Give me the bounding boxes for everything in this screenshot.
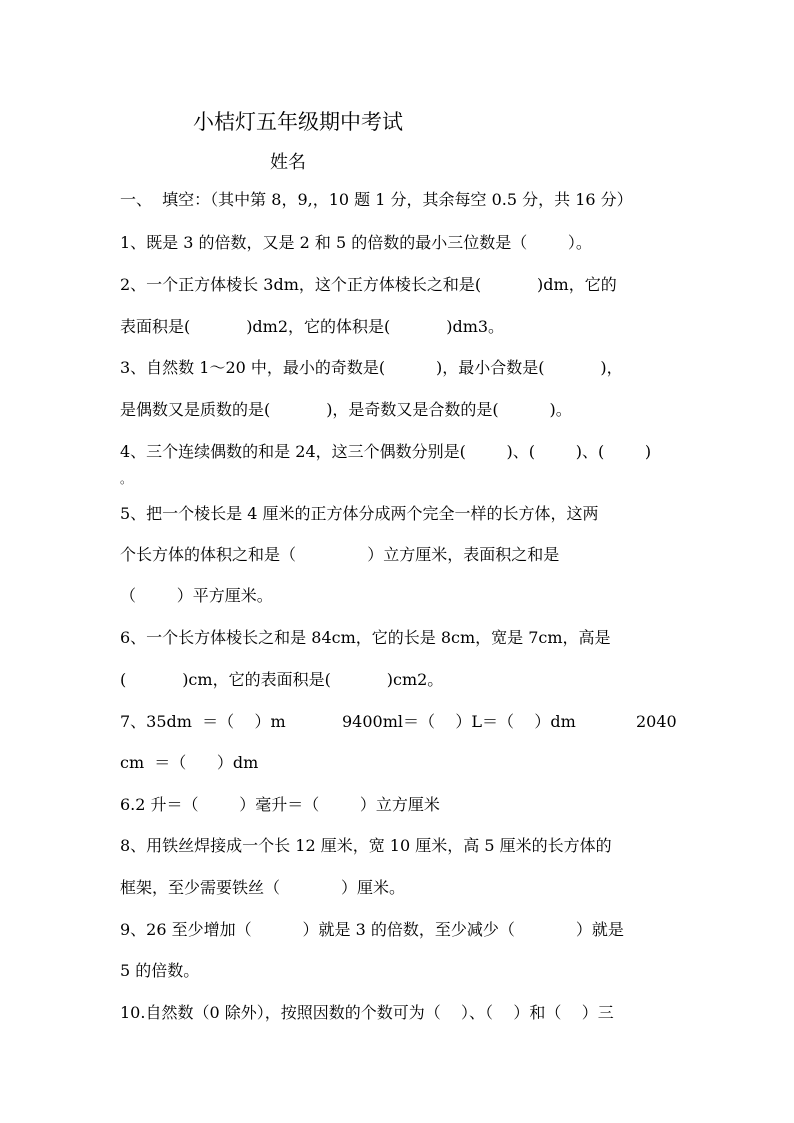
question-5-line-3: （ ）平方厘米。 <box>120 586 273 605</box>
question-2-line-1: 2、一个正方体棱长 3dm，这个正方体棱长之和是( )dm，它的 <box>120 275 617 294</box>
question-1: 1、既是 3 的倍数，又是 2 和 5 的倍数的最小三位数是（ ）。 <box>120 233 592 252</box>
exam-title: 小桔灯五年级期中考试 <box>193 110 403 134</box>
question-3-line-1: 3、自然数 1～20 中，最小的奇数是( )，最小合数是( )， <box>120 358 623 377</box>
question-6-line-1: 6、一个长方体棱长之和是 84cm，它的长是 8cm，宽是 7cm，高是 <box>120 628 611 647</box>
question-9-line-2: 5 的倍数。 <box>120 961 200 980</box>
name-label: 姓名 <box>270 152 306 173</box>
question-8-line-2: 框架，至少需要铁丝（ ）厘米。 <box>120 878 406 897</box>
question-5-line-1: 5、把一个棱长是 4 厘米的正方体分成两个完全一样的长方体，这两 <box>120 504 599 523</box>
question-7-part-2: 9400ml＝（ ）L＝（ ）dm <box>342 712 576 731</box>
section-heading: 一、 填空：（其中第 8，9,，10 题 1 分，其余每空 0.5 分，共 16 分） <box>120 190 633 209</box>
question-4-period: 。 <box>120 472 133 486</box>
question-7-part-3: 2040 <box>636 712 677 731</box>
question-7-line-3: 6.2 升＝（ ）毫升＝（ ）立方厘米 <box>120 795 440 814</box>
question-3-line-2: 是偶数又是质数的是( )，是奇数又是合数的是( )。 <box>120 400 572 419</box>
question-10: 10.自然数（0 除外），按照因数的个数可为（ ）、（ ）和（ ）三 <box>120 1003 614 1022</box>
question-7-line-2: cm ＝（ ）dm <box>120 753 259 772</box>
question-7-part-1: 7、35dm ＝（ ）m <box>120 712 286 731</box>
question-6-line-2: ( )cm，它的表面积是( )cm2。 <box>120 670 444 689</box>
question-2-line-2: 表面积是( )dm2，它的体积是( )dm3。 <box>120 317 505 336</box>
question-9-line-1: 9、26 至少增加（ ）就是 3 的倍数，至少减少（ ）就是 <box>120 920 624 939</box>
question-4: 4、三个连续偶数的和是 24，这三个偶数分别是( )、( )、( ) <box>120 442 652 461</box>
question-5-line-2: 个长方体的体积之和是（ ）立方厘米，表面积之和是 <box>120 545 560 564</box>
question-8-line-1: 8、用铁丝焊接成一个长 12 厘米，宽 10 厘米，高 5 厘米的长方体的 <box>120 836 612 855</box>
